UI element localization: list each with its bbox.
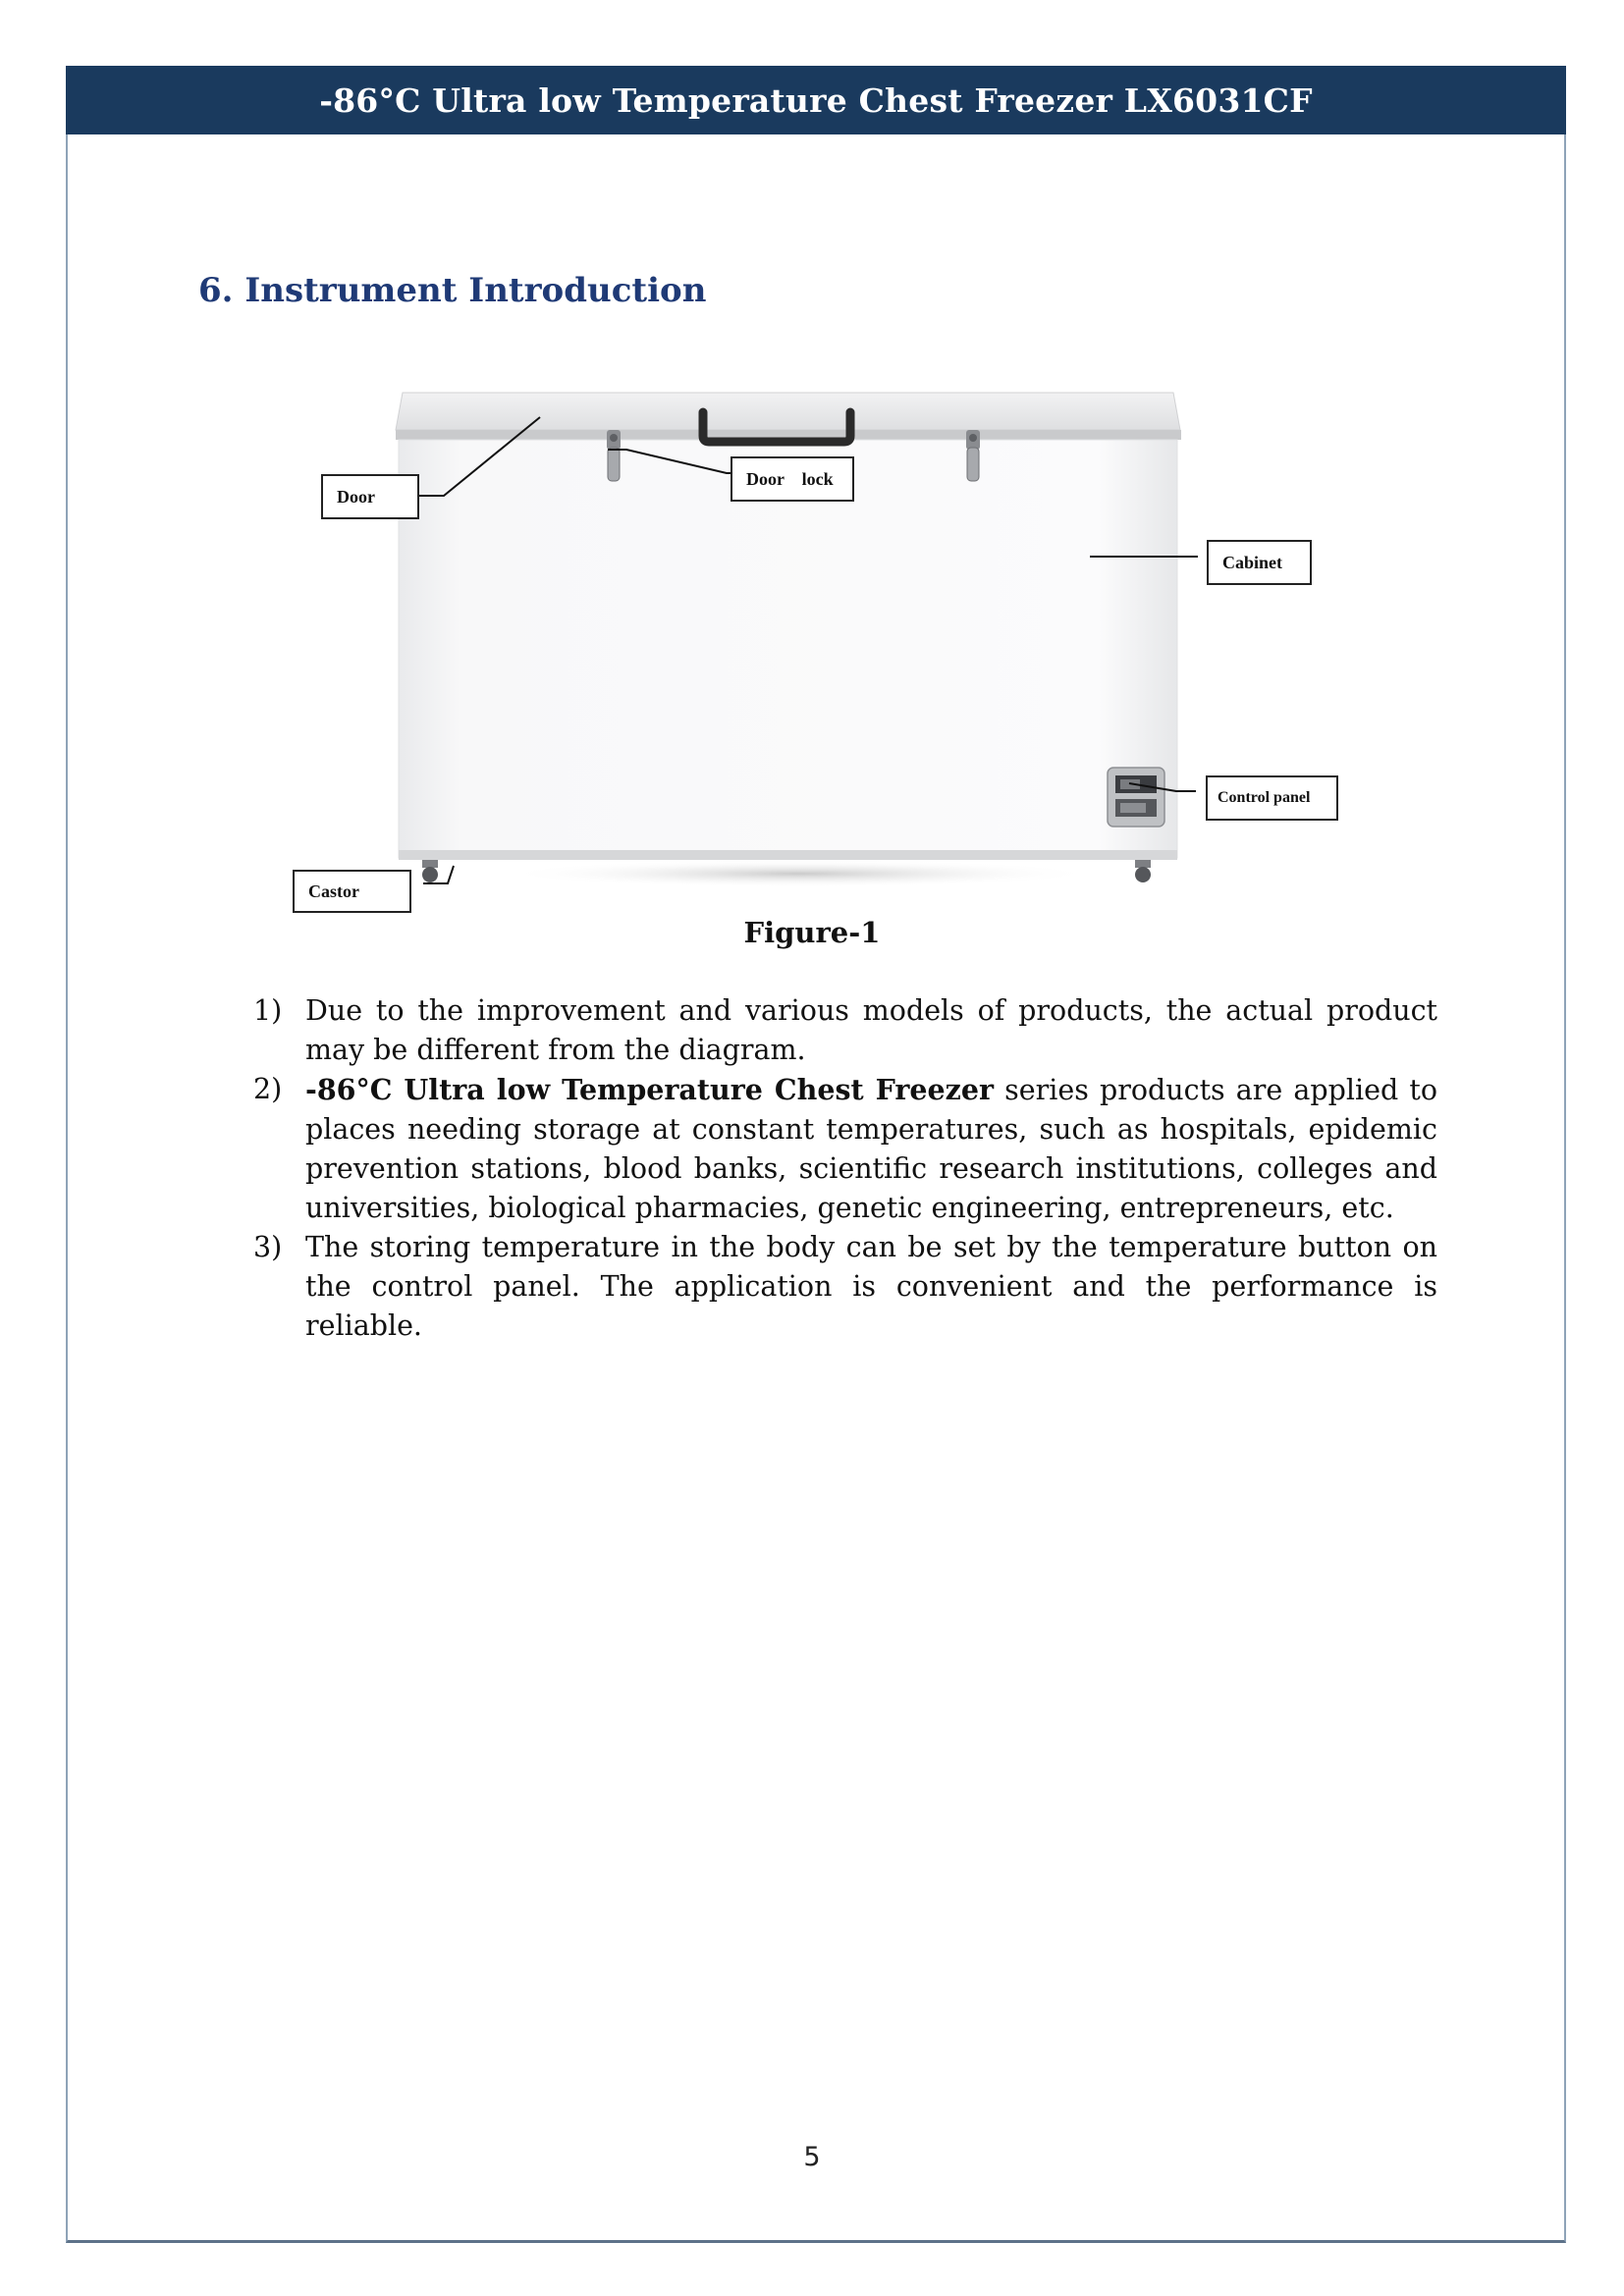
list-item-text: Due to the improvement and various models of products, the actual product may be different from the diagram.	[305, 994, 1437, 1066]
list-item	[253, 1228, 1437, 1346]
document-title: -86°C Ultra low Temperature Chest Freezer LX6031CF	[319, 80, 1313, 120]
list-item-text: series products are applied to places needing storage at constant temperatures, such as hospitals, epidemic prevention stations, blood banks, scientific research institutions, colleges and universities, biological pharmacies, genetic engineering, entrepreneurs, etc.	[305, 1074, 1437, 1224]
castor-right	[1135, 860, 1151, 882]
figure-caption: Figure-1	[743, 916, 881, 949]
list-item	[253, 991, 1437, 1070]
list-item-number: 1)	[253, 994, 283, 1027]
freezer-figure	[275, 373, 1355, 923]
control-panel-unit	[1108, 768, 1164, 827]
page-number: 5	[803, 2142, 821, 2172]
door-lock-callout: Door lock	[731, 456, 854, 502]
door-lock-left	[607, 430, 621, 481]
section-title: 6. Instrument Introduction	[198, 271, 707, 310]
castor-callout: Castor	[293, 870, 411, 913]
castor-left	[422, 860, 438, 882]
base-strip	[399, 850, 1177, 860]
freezer-illustration	[275, 373, 1355, 923]
freezer-lid	[396, 393, 1180, 430]
list-item-number: 3)	[253, 1231, 283, 1263]
list-item-number: 2)	[253, 1073, 283, 1105]
list-item-bold-lead: -86°C Ultra low Temperature Chest Freezer	[305, 1073, 995, 1106]
freezer-cabinet	[399, 440, 1177, 858]
list-item-text: The storing temperature in the body can be set by the temperature button on the control panel. The application is convenient and the performance is reliable.	[305, 1231, 1437, 1342]
door-callout: Door	[321, 474, 419, 519]
document-header	[66, 66, 1566, 134]
intro-list	[253, 991, 1437, 1346]
door-lock-right	[966, 430, 980, 481]
control-panel-callout: Control panel	[1206, 775, 1338, 821]
cabinet-callout: Cabinet	[1207, 540, 1312, 585]
list-item	[253, 1070, 1437, 1228]
floor-shadow	[505, 860, 1094, 887]
